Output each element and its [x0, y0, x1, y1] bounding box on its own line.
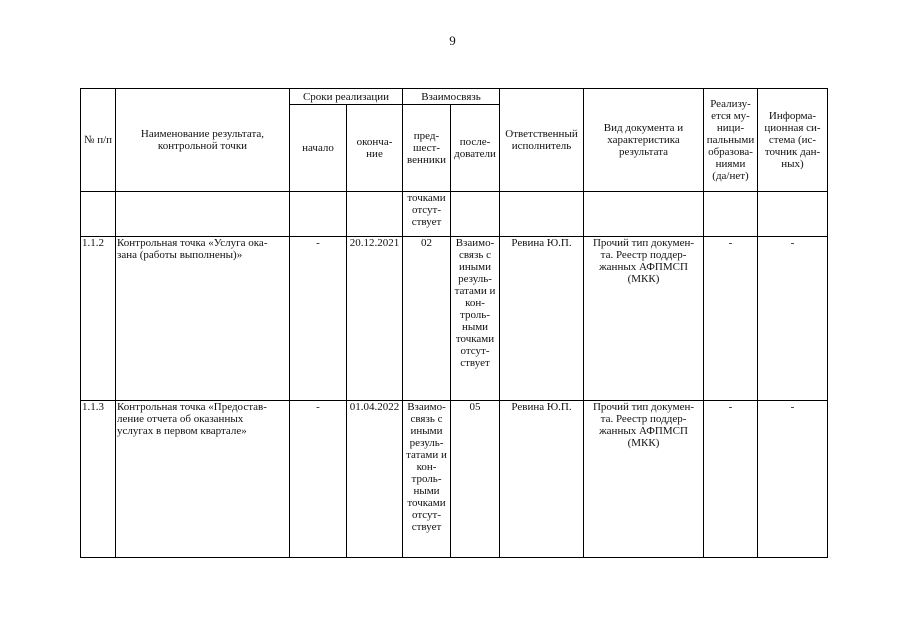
row-end	[347, 192, 403, 237]
row-info-system: -	[758, 401, 828, 558]
row-post: Взаимо- связь с иными резуль- татами и кон- троль- ными точками отсут- ствует	[451, 237, 500, 401]
row-start: -	[290, 237, 347, 401]
page-number: 9	[449, 33, 456, 48]
header-municipal: Реализу- ется му- ници- пальными образова- ниями (да/нет)	[704, 89, 758, 192]
table-row	[81, 192, 828, 237]
row-doc-type: Прочий тип докумен- та. Реестр поддер- жанных АФПМСП (МКК)	[584, 401, 704, 558]
row-num	[81, 192, 116, 237]
row-end: 01.04.2022	[347, 401, 403, 558]
row-municipal: -	[704, 401, 758, 558]
table-row	[81, 401, 828, 558]
header-executor: Ответственный исполнитель	[500, 89, 584, 192]
row-num: 1.1.2	[81, 237, 116, 401]
row-end: 20.12.2021	[347, 237, 403, 401]
row-doc-type	[584, 192, 704, 237]
header-start: начало	[290, 105, 347, 192]
row-post	[451, 192, 500, 237]
row-start	[290, 192, 347, 237]
row-pred: 02	[403, 237, 451, 401]
header-num: № п/п	[81, 89, 116, 192]
row-post: 05	[451, 401, 500, 558]
row-name	[116, 192, 290, 237]
row-name: Контрольная точка «Услуга ока- зана (работы выполнены)»	[116, 237, 290, 401]
row-municipal: -	[704, 237, 758, 401]
row-executor: Ревина Ю.П.	[500, 401, 584, 558]
header-end: оконча- ние	[347, 105, 403, 192]
header-relation: Взаимосвязь	[403, 89, 500, 105]
row-doc-type: Прочий тип докумен- та. Реестр поддер- жанных АФПМСП (МКК)	[584, 237, 704, 401]
row-name: Контрольная точка «Предостав- ление отчета об оказанных услугах в первом квартале»	[116, 401, 290, 558]
header-info-system: Информа- ционная си- стема (ис- точник дан- ных)	[758, 89, 828, 192]
header-name: Наименование результата, контрольной точки	[116, 89, 290, 192]
row-num: 1.1.3	[81, 401, 116, 558]
row-start: -	[290, 401, 347, 558]
row-executor: Ревина Ю.П.	[500, 237, 584, 401]
header-post: после- дователи	[451, 105, 500, 192]
row-info-system: -	[758, 237, 828, 401]
row-info-system	[758, 192, 828, 237]
row-pred: Взаимо- связь с иными резуль- татами и кон- троль- ными точками отсут- ствует	[403, 401, 451, 558]
header-row-top	[81, 89, 828, 105]
header-doc-type: Вид документа и характеристика результата	[584, 89, 704, 192]
row-municipal	[704, 192, 758, 237]
row-pred: точками отсут- ствует	[403, 192, 451, 237]
table-row	[81, 237, 828, 401]
header-pred: пред- шест- венники	[403, 105, 451, 192]
results-table	[80, 88, 828, 558]
row-executor	[500, 192, 584, 237]
header-terms: Сроки реализации	[290, 89, 403, 105]
